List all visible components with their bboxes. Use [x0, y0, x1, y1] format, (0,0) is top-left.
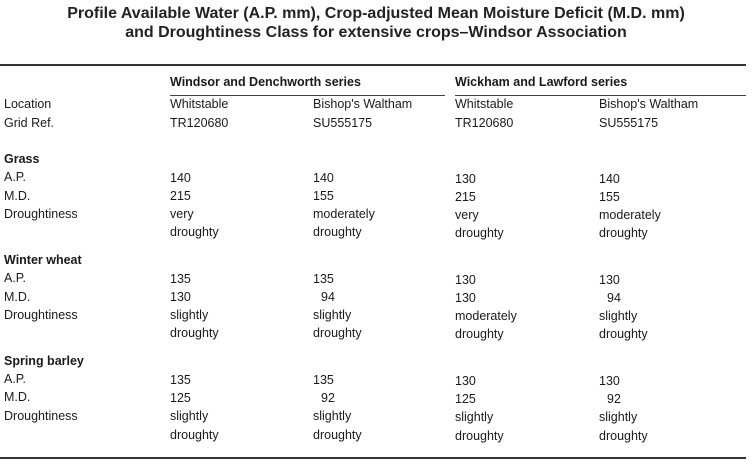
- table-cell: slightly: [170, 409, 209, 423]
- row-label-md: M.D.: [4, 390, 31, 404]
- table-cell: 215: [170, 189, 191, 203]
- col-3-grid: TR120680: [455, 116, 514, 130]
- col-2-location: Bishop's Waltham: [313, 97, 413, 111]
- gridref-label: Grid Ref.: [4, 116, 55, 130]
- crop-name-grass: Grass: [4, 152, 40, 166]
- table-cell: droughty: [599, 327, 648, 341]
- table-cell: 125: [170, 391, 191, 405]
- table-cell: 135: [170, 373, 191, 387]
- table-cell: slightly: [170, 308, 209, 322]
- group-underline-windsor: [170, 95, 445, 96]
- row-label-md: M.D.: [4, 189, 31, 203]
- col-4-grid: SU555175: [599, 116, 659, 130]
- row-label-ap: A.P.: [4, 170, 27, 184]
- bottom-rule: [0, 457, 746, 459]
- table-cell: very: [455, 208, 479, 222]
- table-cell: moderately: [599, 208, 661, 222]
- row-label-droughtiness: Droughtiness: [4, 207, 78, 221]
- table-cell: 155: [313, 189, 334, 203]
- table-cell: 130: [455, 291, 476, 305]
- table-cell: 135: [313, 272, 334, 286]
- table-cell: 92: [321, 391, 335, 405]
- table-cell: 125: [455, 392, 476, 406]
- crop-name-spring-barley: Spring barley: [4, 354, 84, 368]
- table-cell: 92: [607, 392, 621, 406]
- table-cell: slightly: [599, 309, 638, 323]
- table-cell: slightly: [599, 410, 638, 424]
- table-cell: droughty: [313, 428, 362, 442]
- table-cell: 130: [455, 374, 476, 388]
- col-3-location: Whitstable: [455, 97, 514, 111]
- group-underline-wickham: [455, 95, 746, 96]
- crop-name-winter-wheat: Winter wheat: [4, 253, 82, 267]
- table-cell: droughty: [313, 225, 362, 239]
- table-cell: moderately: [455, 309, 517, 323]
- table-cell: 130: [455, 172, 476, 186]
- table-cell: droughty: [599, 226, 648, 240]
- col-2-grid: SU555175: [313, 116, 373, 130]
- location-label: Location: [4, 97, 52, 111]
- table-cell: slightly: [455, 410, 494, 424]
- table-cell: 94: [607, 291, 621, 305]
- table-cell: droughty: [170, 428, 219, 442]
- table-cell: droughty: [170, 225, 219, 239]
- table-cell: 130: [599, 374, 620, 388]
- table-cell: 130: [455, 273, 476, 287]
- col-4-location: Bishop's Waltham: [599, 97, 699, 111]
- table-cell: 140: [313, 171, 334, 185]
- table-cell: 155: [599, 190, 620, 204]
- table-cell: droughty: [455, 327, 504, 341]
- table-cell: slightly: [313, 409, 352, 423]
- table-cell: moderately: [313, 207, 375, 221]
- row-label-droughtiness: Droughtiness: [4, 409, 78, 423]
- table-cell: droughty: [170, 326, 219, 340]
- table-cell: 130: [599, 273, 620, 287]
- table-cell: slightly: [313, 308, 352, 322]
- table-cell: very: [170, 207, 194, 221]
- table-cell: 140: [170, 171, 191, 185]
- table-cell: 135: [313, 373, 334, 387]
- table-cell: droughty: [313, 326, 362, 340]
- table-cell: 130: [170, 290, 191, 304]
- table-cell: droughty: [455, 429, 504, 443]
- table-cell: droughty: [599, 429, 648, 443]
- col-1-location: Whitstable: [170, 97, 229, 111]
- table-cell: droughty: [455, 226, 504, 240]
- row-label-ap: A.P.: [4, 271, 27, 285]
- table-cell: 215: [455, 190, 476, 204]
- table-title-line-2: and Droughtiness Class for extensive crops–Windsor Association: [125, 24, 627, 41]
- col-1-grid: TR120680: [170, 116, 229, 130]
- table-cell: 140: [599, 172, 620, 186]
- row-label-droughtiness: Droughtiness: [4, 308, 78, 322]
- table-cell: 135: [170, 272, 191, 286]
- row-label-ap: A.P.: [4, 372, 27, 386]
- group-header-windsor-denchworth: Windsor and Denchworth series: [170, 75, 361, 89]
- table-title-line-1: Profile Available Water (A.P. mm), Crop-adjusted Mean Moisture Deficit (M.D. mm): [67, 5, 685, 22]
- row-label-md: M.D.: [4, 290, 31, 304]
- group-header-wickham-lawford: Wickham and Lawford series: [455, 75, 628, 89]
- top-rule: [0, 64, 746, 66]
- table-cell: 94: [321, 290, 335, 304]
